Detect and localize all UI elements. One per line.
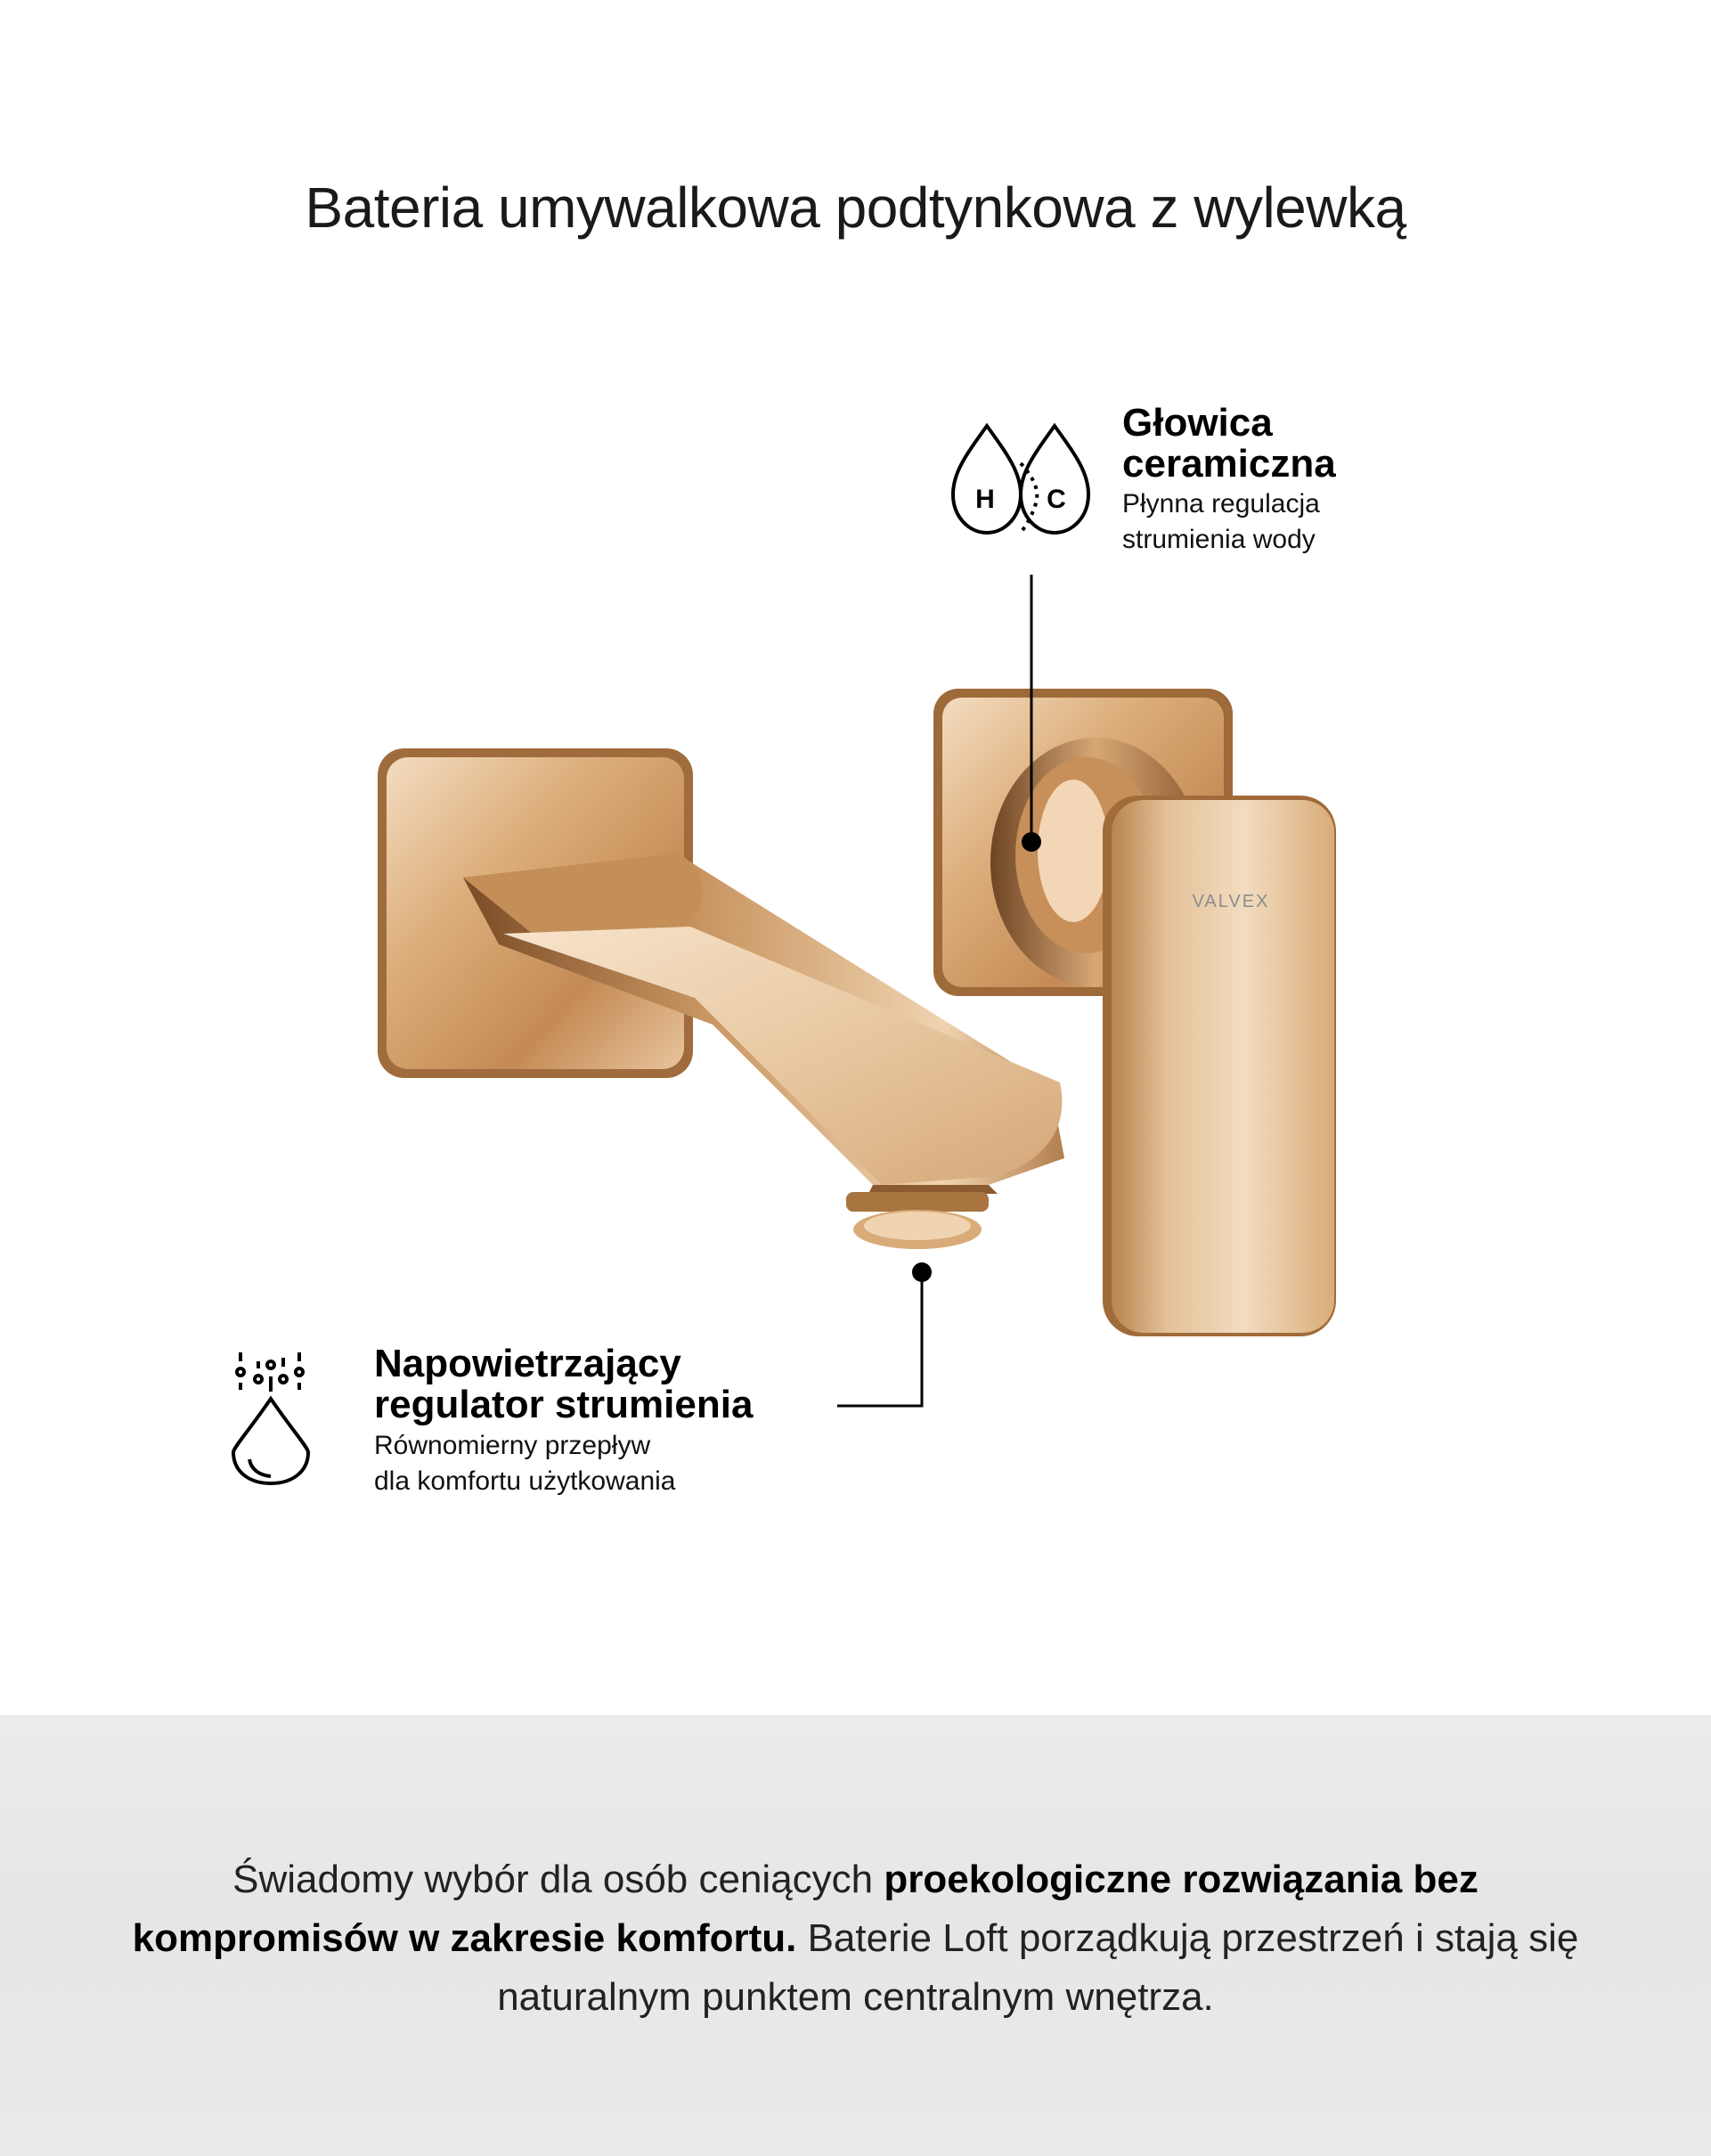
callout-aerator bbox=[837, 1262, 932, 1406]
page-title: Bateria umywalkowa podtynkowa z wylewką bbox=[305, 176, 1406, 240]
feature-aerator-description bbox=[374, 1428, 676, 1499]
hot-cold-drops-icon bbox=[953, 426, 1088, 533]
heading-line: Napowietrzający bbox=[374, 1342, 681, 1385]
description-line: Równomierny przepływ bbox=[374, 1431, 651, 1460]
brand-logo: VALVEX bbox=[1192, 892, 1270, 911]
feature-aerator-heading bbox=[374, 1343, 753, 1425]
aerated-drop-icon bbox=[231, 1352, 309, 1483]
tagline-part2: Baterie Loft porządkują przestrzeń i stają się naturalnym punktem centralnym wnętrza. bbox=[497, 1916, 1579, 2019]
heading-line: ceramiczna bbox=[1122, 442, 1336, 486]
mixer-lever bbox=[1103, 796, 1336, 1336]
description-line: dla komfortu użytkowania bbox=[374, 1466, 676, 1496]
svg-text:C: C bbox=[1047, 485, 1066, 514]
feature-ceramic-head-heading bbox=[1122, 403, 1336, 485]
svg-text:H: H bbox=[975, 485, 995, 514]
feature-ceramic-head-description bbox=[1122, 486, 1320, 558]
tagline bbox=[125, 1850, 1586, 2027]
heading-line: Głowica bbox=[1122, 401, 1273, 445]
tagline-bold: proekologiczne rozwiązania bez kompromisów w zakresie komfortu. bbox=[132, 1858, 1479, 1960]
description-line: strumienia wody bbox=[1122, 525, 1316, 554]
description-line: Płynna regulacja bbox=[1122, 489, 1320, 519]
tagline-part1: Świadomy wybór dla osób ceniących bbox=[232, 1858, 884, 1901]
heading-line: regulator strumienia bbox=[374, 1383, 754, 1426]
